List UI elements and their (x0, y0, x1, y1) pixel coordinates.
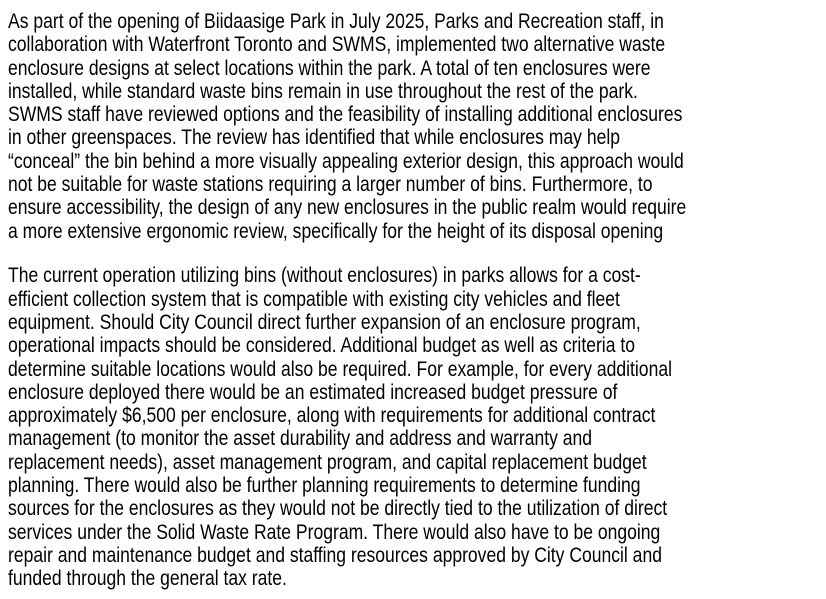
text-line: “conceal” the bin behind a more visually appealing exterior design, this approach would (8, 148, 684, 173)
text-line: installed, while standard waste bins remain in use throughout the rest of the park. (8, 78, 638, 103)
text-line: approximately $6,500 per enclosure, along with requirements for additional contract (8, 403, 656, 428)
text-line: funded through the general tax rate. (8, 566, 287, 591)
text-line: enclosure designs at select locations within the park. A total of ten enclosures were (8, 55, 651, 80)
text-line: operational impacts should be considered. Additional budget as well as criteria to (8, 333, 635, 358)
text-line: As part of the opening of Biidaasige Park in July 2025, Parks and Recreation staff, in (8, 9, 664, 33)
text-line: repair and maintenance budget and staffing resources approved by City Council and (8, 542, 662, 567)
text-line: in other greenspaces. The review has identified that while enclosures may help (8, 125, 620, 150)
text-line: ensure accessibility, the design of any new enclosures in the public realm would require (8, 195, 687, 220)
text-line: efficient collection system that is compatible with existing city vehicles and fleet (8, 286, 620, 311)
text-line: The current operation utilizing bins (without enclosures) in parks allows for a cost- (8, 263, 641, 288)
text-line: planning. There would also be further planning requirements to determine funding (8, 473, 641, 498)
document-text-block (8, 10, 826, 599)
text-line: equipment. Should City Council direct further expansion of an enclosure program, (8, 309, 641, 334)
text-line: management (to monitor the asset durability and address and warranty and (8, 426, 593, 451)
text-line: sources for the enclosures as they would not be directly tied to the utilization of direct (8, 496, 668, 521)
text-line: replacement needs), asset management program, and capital replacement budget (8, 449, 647, 474)
text-line: collaboration with Waterfront Toronto and SWMS, implemented two alternative waste (8, 32, 666, 57)
text-line: SWMS staff have reviewed options and the feasibility of installing additional enclosures (8, 102, 683, 127)
text-line: determine suitable locations would also be required. For example, for every additional (8, 356, 672, 381)
text-line: services under the Solid Waste Rate Program. There would also have to be ongoing (8, 519, 661, 544)
text-line: enclosure deployed there would be an estimated increased budget pressure of (8, 379, 618, 404)
text-line: not be suitable for waste stations requiring a larger number of bins. Furthermore, to (8, 172, 653, 197)
text-line: a more extensive ergonomic review, specifically for the height of its disposal opening (8, 218, 664, 243)
